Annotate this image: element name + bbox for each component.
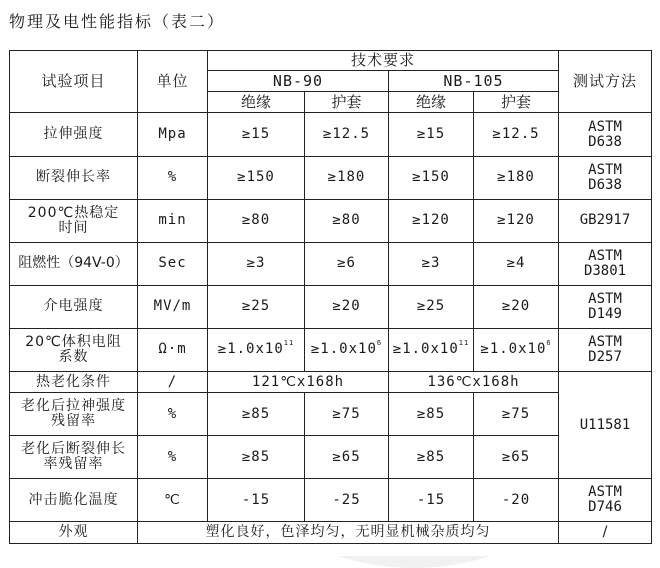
header-sheath: 护套 (305, 91, 389, 113)
item-cell: 外观 (10, 522, 138, 544)
item-cell: 热老化条件 (10, 371, 138, 393)
value-cell: ≥4 (474, 242, 559, 285)
method-line: ASTM (588, 161, 622, 178)
table-row (10, 242, 652, 285)
value-cell: ≥12.5 (474, 113, 559, 156)
header-row (10, 51, 652, 71)
value-cell: ≥180 (474, 156, 559, 199)
header-insulation: 绝缘 (389, 91, 474, 113)
aging-condition-nb105: 136℃x168h (389, 371, 559, 393)
method-line: ASTM (588, 118, 622, 135)
header-nb90: NB-90 (208, 71, 389, 91)
value-cell: ≥20 (474, 285, 559, 328)
table-row (10, 156, 652, 199)
value-cell (389, 328, 474, 371)
item-line: 老化后拉神强度 (21, 398, 126, 415)
value-cell: ≥12.5 (305, 113, 389, 156)
method-cell: / (559, 522, 652, 544)
exponent: 11 (283, 339, 295, 348)
appearance-requirement: 塑化良好，色泽均匀，无明显机械杂质均匀 (138, 522, 559, 544)
value-cell: ≥85 (389, 393, 474, 436)
method-cell (559, 242, 652, 285)
header-sheath: 护套 (474, 91, 559, 113)
item-line: 时间 (58, 219, 89, 236)
value-cell: ≥150 (208, 156, 305, 199)
exponent: 6 (376, 339, 383, 348)
unit-cell: Ω·m (138, 328, 208, 371)
method-cell: GB2917 (559, 199, 652, 242)
unit-cell: % (138, 156, 208, 199)
value-cell: ≥180 (305, 156, 389, 199)
exponent: 11 (458, 339, 470, 348)
unit-cell: ℃ (138, 479, 208, 522)
value-cell (305, 328, 389, 371)
item-cell: 断裂伸长率 (10, 156, 138, 199)
item-line: 残留率 (51, 413, 96, 430)
aging-condition-nb90: 121℃x168h (208, 371, 389, 393)
table-row (10, 393, 652, 436)
unit-cell: Sec (138, 242, 208, 285)
aging-method-cell: U11581 (559, 371, 652, 479)
method-cell (559, 328, 652, 371)
value-cell: ≥120 (389, 199, 474, 242)
value-cell: ≥15 (389, 113, 474, 156)
header-nb105: NB-105 (389, 71, 559, 91)
method-line: D746 (588, 499, 622, 516)
header-unit: 单位 (138, 51, 208, 113)
item-cell (10, 199, 138, 242)
method-line: ASTM (588, 484, 622, 501)
value-cell: ≥6 (305, 242, 389, 285)
value-cell: ≥80 (305, 199, 389, 242)
table-row (10, 199, 652, 242)
value-cell: ≥25 (389, 285, 474, 328)
method-cell (559, 479, 652, 522)
value-cell: ≥3 (389, 242, 474, 285)
value-cell: ≥65 (474, 436, 559, 479)
value-cell: ≥120 (474, 199, 559, 242)
method-line: ASTM (588, 247, 622, 264)
method-line: ASTM (588, 333, 622, 350)
value-cell: ≥85 (389, 436, 474, 479)
item-cell: 拉伸强度 (10, 113, 138, 156)
value-cell: ≥25 (208, 285, 305, 328)
table-row (10, 522, 652, 544)
value-text: ≥1.0x10 (480, 341, 547, 358)
method-line: D3801 (583, 262, 627, 279)
item-cell: 介电强度 (10, 285, 138, 328)
value-cell: -15 (208, 479, 305, 522)
item-line: 老化后断裂伸长 (21, 441, 126, 458)
unit-cell: MV/m (138, 285, 208, 328)
exponent: 6 (546, 339, 552, 348)
value-cell: -20 (474, 479, 559, 522)
value-cell: ≥75 (474, 393, 559, 436)
value-cell (474, 328, 559, 371)
table-row (10, 371, 652, 393)
unit-cell: % (138, 393, 208, 436)
value-cell: ≥65 (305, 436, 389, 479)
unit-cell: Mpa (138, 113, 208, 156)
spec-table (9, 50, 652, 544)
value-cell: -15 (389, 479, 474, 522)
item-cell (10, 393, 138, 436)
value-cell: ≥85 (208, 436, 305, 479)
item-line: 20℃体积电阻 (25, 333, 122, 350)
page-title: 物理及电性能指标（表二） (9, 12, 226, 31)
value-cell: ≥15 (208, 113, 305, 156)
header-tech-req: 技术要求 (208, 51, 559, 71)
method-line: D638 (588, 176, 622, 193)
item-line: 200℃热稳定 (27, 204, 120, 221)
item-cell (10, 436, 138, 479)
method-cell (559, 285, 652, 328)
table-row (10, 113, 652, 156)
method-line: D149 (588, 305, 622, 322)
value-text: ≥1.0x10 (392, 341, 459, 358)
method-line: D638 (588, 133, 622, 150)
item-cell: 冲击脆化温度 (10, 479, 138, 522)
header-method: 测试方法 (559, 51, 652, 113)
value-cell: ≥80 (208, 199, 305, 242)
header-item: 试验项目 (10, 51, 138, 113)
item-line: 率残留率 (43, 456, 104, 473)
item-line: 系数 (58, 348, 89, 365)
method-line: ASTM (588, 290, 622, 307)
table-row (10, 328, 652, 371)
method-line: D257 (588, 348, 622, 365)
value-cell: -25 (305, 479, 389, 522)
value-cell: ≥150 (389, 156, 474, 199)
value-cell: ≥75 (305, 393, 389, 436)
item-cell (10, 328, 138, 371)
value-text: ≥1.0x10 (310, 341, 377, 358)
unit-cell: min (138, 199, 208, 242)
table-row (10, 436, 652, 479)
method-cell (559, 156, 652, 199)
value-cell: ≥85 (208, 393, 305, 436)
table-row (10, 285, 652, 328)
value-cell (208, 328, 305, 371)
value-cell: ≥20 (305, 285, 389, 328)
table-row (10, 479, 652, 522)
item-cell: 阻燃性（94V-0） (10, 242, 138, 285)
method-cell (559, 113, 652, 156)
header-insulation: 绝缘 (208, 91, 305, 113)
value-text: ≥1.0x10 (217, 341, 284, 358)
unit-cell: % (138, 436, 208, 479)
unit-cell: / (138, 371, 208, 393)
value-cell: ≥3 (208, 242, 305, 285)
